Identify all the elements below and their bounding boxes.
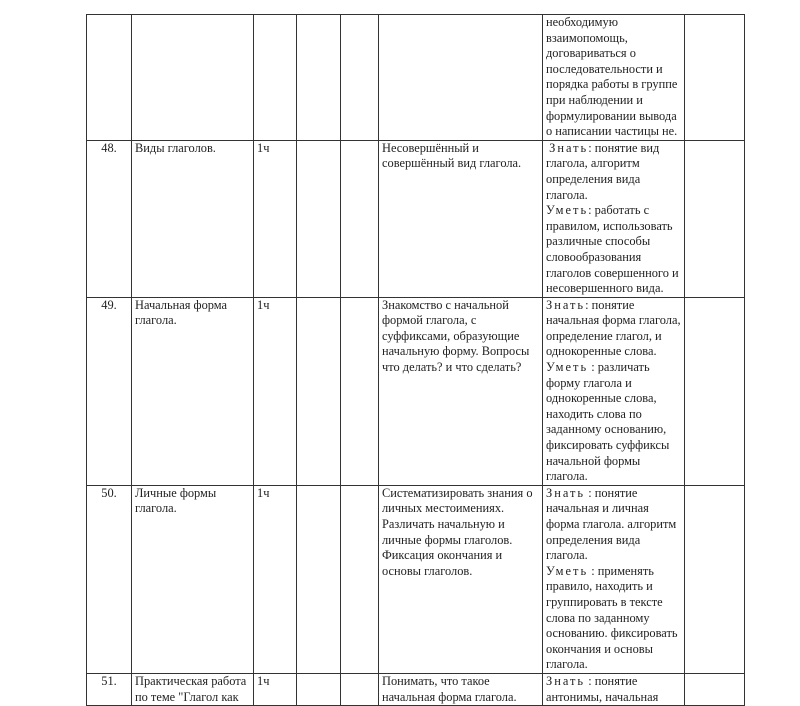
cell-notes: [685, 297, 745, 485]
cell-hours: 1ч: [254, 140, 297, 297]
cell-topic: [132, 15, 254, 141]
cell-num: [87, 15, 132, 141]
lesson-plan-table: [86, 14, 745, 706]
table-row: [87, 485, 745, 673]
cell-empty: [341, 485, 379, 673]
cell-notes: [685, 485, 745, 673]
cell-hours: 1ч: [254, 297, 297, 485]
know-label: Знать: [549, 140, 589, 155]
cell-skills: необходимую взаимопомощь, договариваться о последовательности и порядка работы в группе при наблюдении и формулировании вывода о написании частицы не.: [543, 15, 685, 141]
cell-empty: [297, 15, 341, 141]
table-row: [87, 673, 745, 705]
cell-hours: 1ч: [254, 485, 297, 673]
cell-num: 49.: [87, 297, 132, 485]
can-text: : различать форму глагола и однокоренные слова, находить слова по заданному основанию, фиксировать суффиксы начальной формы глагола.: [546, 360, 670, 484]
can-label: Уметь: [546, 563, 589, 578]
cell-empty: [341, 15, 379, 141]
know-text: : понятие антонимы, начальная: [546, 673, 659, 704]
know-text: : понятие вид глагола, алгоритм определения вида глагола.: [546, 140, 660, 202]
can-text: : работать с правилом, использовать различные способы словообразования глаголов совершенного и несовершенного вида.: [546, 203, 679, 296]
cell-empty: [297, 140, 341, 297]
cell-num: 48.: [87, 140, 132, 297]
cell-notes: [685, 15, 745, 141]
cell-skills: [543, 297, 685, 485]
cell-empty: [297, 485, 341, 673]
can-label: Уметь: [546, 360, 589, 375]
cell-topic: Начальная форма глагола.: [132, 297, 254, 485]
can-label: Уметь: [546, 203, 589, 218]
cell-content: Несовершённый и совершённый вид глагола.: [379, 140, 543, 297]
cell-num: 51.: [87, 673, 132, 705]
cell-skills: [543, 140, 685, 297]
cell-notes: [685, 140, 745, 297]
cell-skills: [543, 673, 685, 705]
table-row: [87, 297, 745, 485]
cell-empty: [297, 673, 341, 705]
cell-empty: [341, 673, 379, 705]
table-row: [87, 15, 745, 141]
cell-num: 50.: [87, 485, 132, 673]
cell-empty: [341, 140, 379, 297]
cell-skills: [543, 485, 685, 673]
cell-topic: Виды глаголов.: [132, 140, 254, 297]
cell-empty: [341, 297, 379, 485]
cell-content: [379, 15, 543, 141]
cell-hours: 1ч: [254, 673, 297, 705]
cell-content: Понимать, что такое начальная форма глагола.: [379, 673, 543, 705]
know-label: Знать: [546, 673, 586, 688]
know-text: : понятие начальная и личная форма глагола. алгоритм определения вида глагола.: [546, 485, 677, 563]
cell-hours: [254, 15, 297, 141]
table-row: [87, 140, 745, 297]
can-text: : применять правило, находить и группировать в тексте слова по заданному основанию. фиксировать окончания и основы глагола.: [546, 563, 678, 672]
cell-empty: [297, 297, 341, 485]
know-text: : понятие начальная форма глагола, определение глагол, и однокоренные слова.: [546, 297, 681, 359]
know-label: Знать: [546, 297, 586, 312]
cell-content: Знакомство с начальной формой глагола, с суффиксами, образующие начальную форму. Вопросы что делать? и что сделать?: [379, 297, 543, 485]
cell-notes: [685, 673, 745, 705]
know-label: Знать: [546, 485, 586, 500]
cell-content: Систематизировать знания о личных местоимениях. Различать начальную и личные формы глаголов. Фиксация окончания и основы глаголов.: [379, 485, 543, 673]
cell-topic: Практическая работа по теме "Глагол как: [132, 673, 254, 705]
cell-topic: Личные формы глагола.: [132, 485, 254, 673]
